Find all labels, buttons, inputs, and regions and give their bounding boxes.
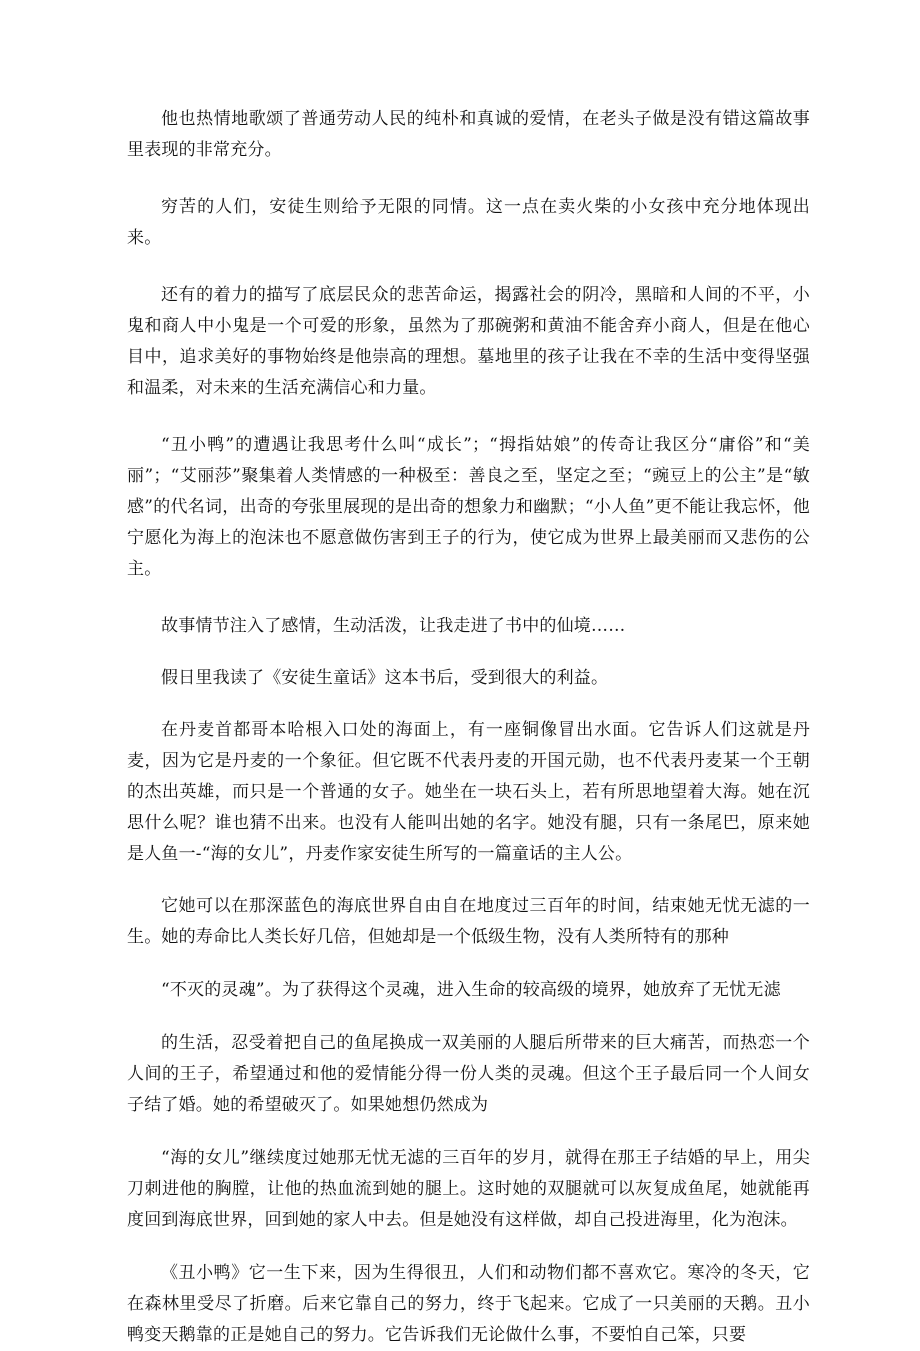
document-body: [127, 104, 810, 1351]
paragraph-9: “不灭的灵魂”。为了获得这个灵魂，进入生命的较高级的境界，她放弃了无忧无滤: [161, 980, 781, 1000]
paragraph-4: “丑小鸭”的遭遇让我思考什么叫“成长”；“拇指姑娘”的传奇让我区分“庸俗”和“美丽”；“艾丽莎”聚集着人类情感的一种极至：善良之至，坚定之至；“豌豆上的公主”是“敏感”的代名词，出奇的夸张里展现的是出奇的想象力和幽默；“小人鱼”更不能让我忘怀，他宁愿化为海上的泡沫也不愿意做伤害到王子的行为，使它成为世界上最美丽而又悲伤的公主。: [127, 435, 810, 579]
paragraph-11: “海的女儿”继续度过她那无忧无滤的三百年的岁月，就得在那王子结婚的早上，用尖刀刺进他的胸膛，让他的热血流到她的腿上。这时她的双腿就可以灰复成鱼尾，她就能再度回到海底世界，回到她的家人中去。但是她没有这样做，却自己投进海里，化为泡沫。: [127, 1148, 810, 1230]
paragraph-8: 它她可以在那深蓝色的海底世界自由自在地度过三百年的时间，结束她无忧无滤的一生。她的寿命比人类长好几倍，但她却是一个低级生物，没有人类所特有的那种: [127, 896, 810, 947]
paragraph-12: 《丑小鸭》它一生下来，因为生得很丑，人们和动物们都不喜欢它。寒冷的冬天，它在森林里受尽了折磨。后来它靠自己的努力，终于飞起来。它成了一只美丽的天鹅。丑小鸭变天鹅靠的正是她自己的努力。它告诉我们无论做什么事，不要怕自己笨，只要: [127, 1263, 810, 1345]
paragraph-10: 的生活，忍受着把自己的鱼尾换成一双美丽的人腿后所带来的巨大痛苦，而热恋一个人间的王子，希望通过和他的爱情能分得一份人类的灵魂。但这个王子最后同一个人间女子结了婚。她的希望破灭了。如果她想仍然成为: [127, 1033, 810, 1115]
paragraph-5: 故事情节注入了感情，生动活泼，让我走进了书中的仙境……: [161, 616, 626, 636]
paragraph-2: 穷苦的人们，安徒生则给予无限的同情。这一点在卖火柴的小女孩中充分地体现出来。: [127, 197, 810, 248]
paragraph-7: 在丹麦首都哥本哈根入口处的海面上，有一座铜像冒出水面。它告诉人们这就是丹麦，因为它是丹麦的一个象征。但它既不代表丹麦的开国元勋，也不代表丹麦某一个王朝的杰出英雄，而只是一个普通的女子。她坐在一块石头上，若有所思地望着大海。她在沉思什么呢？谁也猜不出来。也没有人能叫出她的名字。她没有腿，只有一条尾巴，原来她是人鱼一-“海的女儿”，丹麦作家安徒生所写的一篇童话的主人公。: [127, 720, 810, 864]
paragraph-3: 还有的着力的描写了底层民众的悲苦命运，揭露社会的阴冷，黑暗和人间的不平，小鬼和商人中小鬼是一个可爱的形象，虽然为了那碗粥和黄油不能舍弃小商人，但是在他心目中，追求美好的事物始终是他崇高的理想。墓地里的孩子让我在不幸的生活中变得坚强和温柔，对未来的生活充满信心和力量。: [127, 285, 810, 398]
paragraph-6: 假日里我读了《安徒生童话》这本书后，受到很大的利益。: [161, 668, 609, 688]
paragraph-1: 他也热情地歌颂了普通劳动人民的纯朴和真诚的爱情，在老头子做是没有错这篇故事里表现的非常充分。: [127, 109, 810, 160]
